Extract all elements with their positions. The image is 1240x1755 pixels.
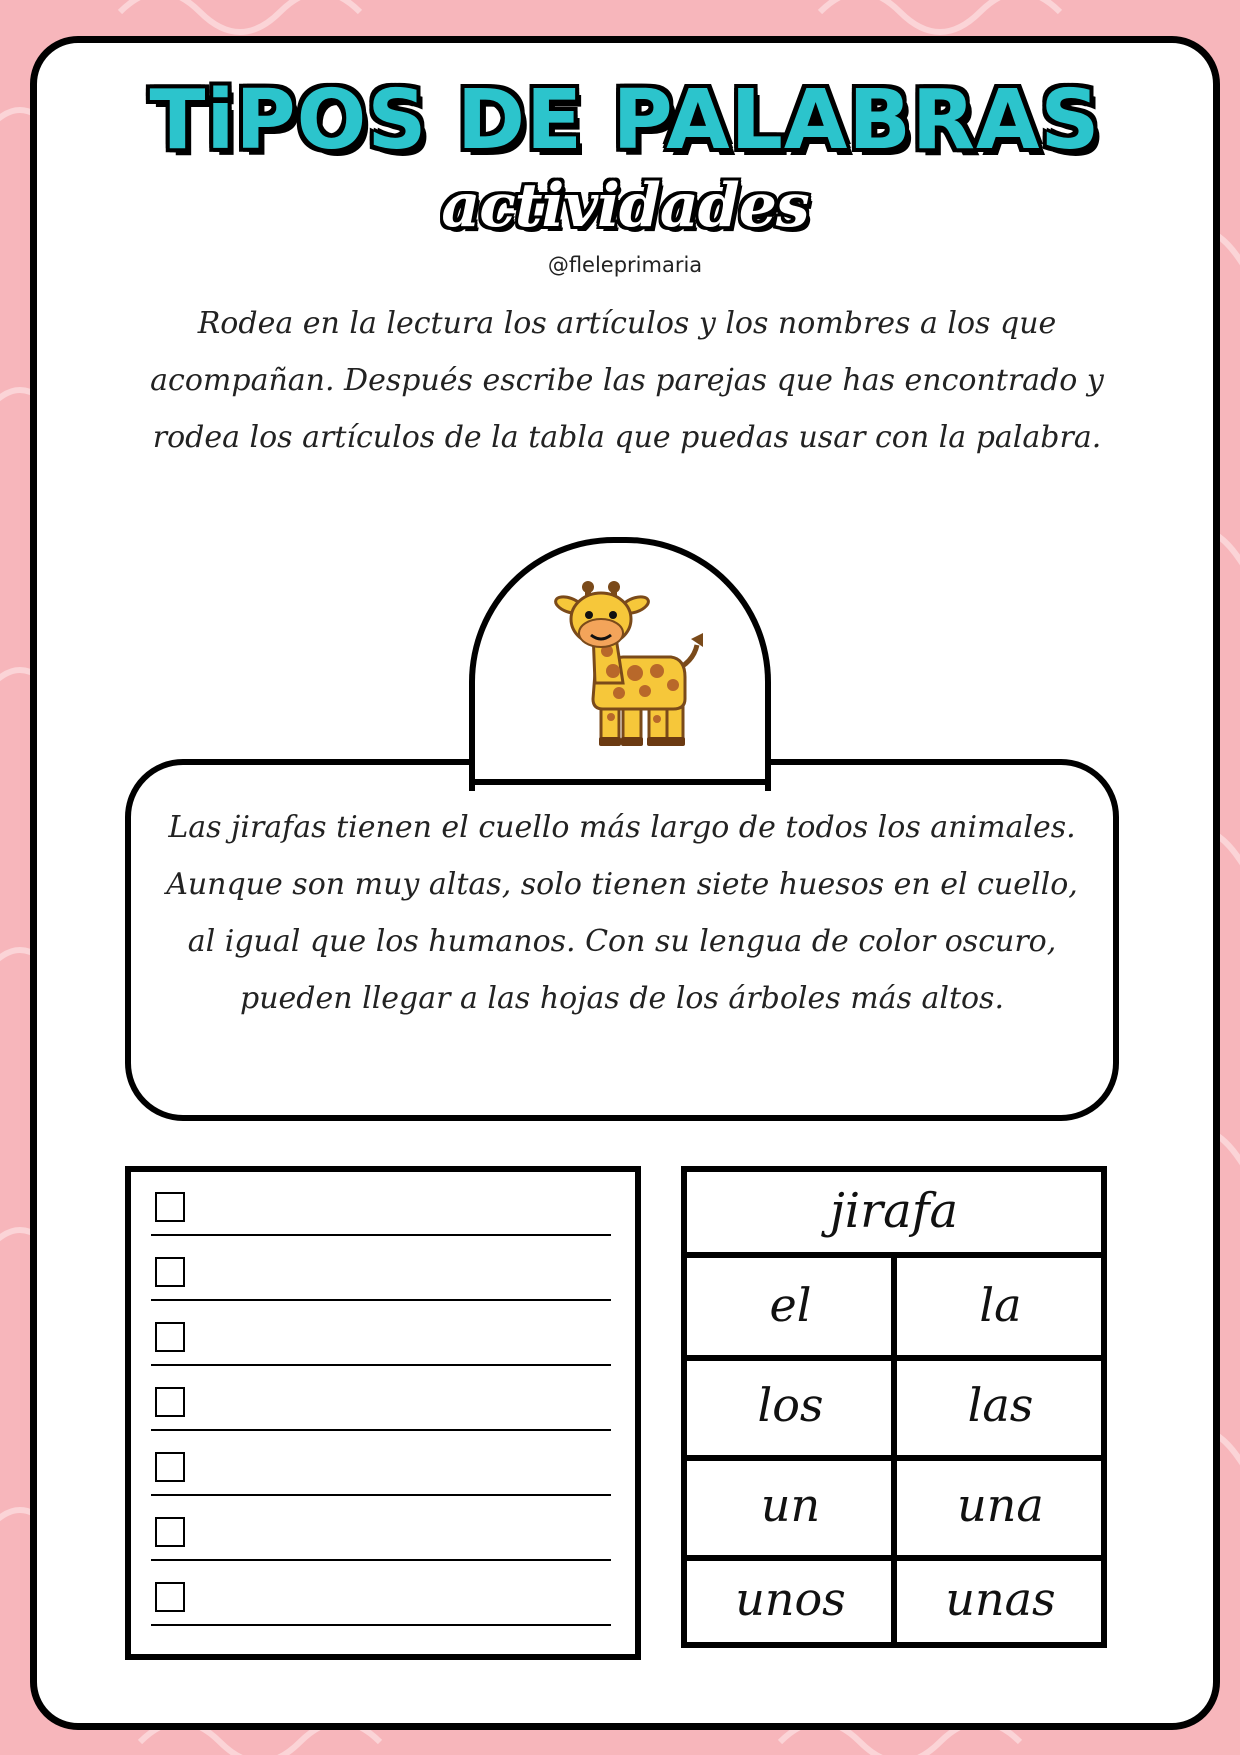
answer-checkbox[interactable] (155, 1387, 185, 1417)
answer-row (151, 1322, 611, 1382)
illustration-arch (469, 537, 771, 791)
article-table (681, 1166, 1107, 1648)
answer-line[interactable] (151, 1299, 611, 1301)
reading-text: Las jirafas tienen el cuello más largo de todos los animales. Aunque son muy altas, solo tienen siete huesos en el cuello, al igual que los humanos. Con su lengua de color oscuro, pueden llegar a las hojas de los árboles más altos. (166, 810, 1078, 1016)
answer-row (151, 1582, 611, 1642)
instructions-text: Rodea en la lectura los artículos y los nombres a los que acompañan. Después escribe las parejas que has encontrado y rodea los artículos de la tabla que puedas usar con la palabra. (150, 306, 1104, 455)
answer-row (151, 1517, 611, 1577)
answer-line[interactable] (151, 1624, 611, 1626)
reading-box (125, 759, 1119, 1121)
arch-base-line (469, 779, 771, 785)
article-cell-una[interactable]: una (957, 1478, 1044, 1532)
answer-row (151, 1192, 611, 1252)
answer-checkbox[interactable] (155, 1192, 185, 1222)
answer-line[interactable] (151, 1234, 611, 1236)
answer-line[interactable] (151, 1364, 611, 1366)
article-cell-un[interactable]: un (760, 1478, 821, 1532)
article-cell-los[interactable]: los (757, 1378, 824, 1432)
article-cell-las[interactable]: las (967, 1378, 1034, 1432)
worksheet-subtitle: actividades (441, 171, 809, 241)
answer-row (151, 1387, 611, 1447)
answer-line[interactable] (151, 1559, 611, 1561)
answer-checkbox[interactable] (155, 1452, 185, 1482)
answer-checkbox[interactable] (155, 1582, 185, 1612)
answer-line[interactable] (151, 1429, 611, 1431)
worksheet-card (30, 36, 1220, 1730)
worksheet-title: TiPOS DE PALABRAS (149, 73, 1101, 168)
article-cell-unos[interactable]: unos (735, 1572, 846, 1626)
answer-row (151, 1257, 611, 1317)
answer-line[interactable] (151, 1494, 611, 1496)
giraffe-icon (523, 581, 723, 756)
answer-checkbox[interactable] (155, 1322, 185, 1352)
answer-box (125, 1166, 641, 1660)
answer-row (151, 1452, 611, 1512)
author-handle: @fleleprimaria (547, 253, 703, 277)
article-cell-la[interactable]: la (979, 1278, 1022, 1332)
table-word: jirafa (687, 1172, 1101, 1258)
answer-checkbox[interactable] (155, 1257, 185, 1287)
answer-checkbox[interactable] (155, 1517, 185, 1547)
article-cell-unas[interactable]: unas (945, 1572, 1056, 1626)
article-cell-el[interactable]: el (769, 1278, 812, 1332)
